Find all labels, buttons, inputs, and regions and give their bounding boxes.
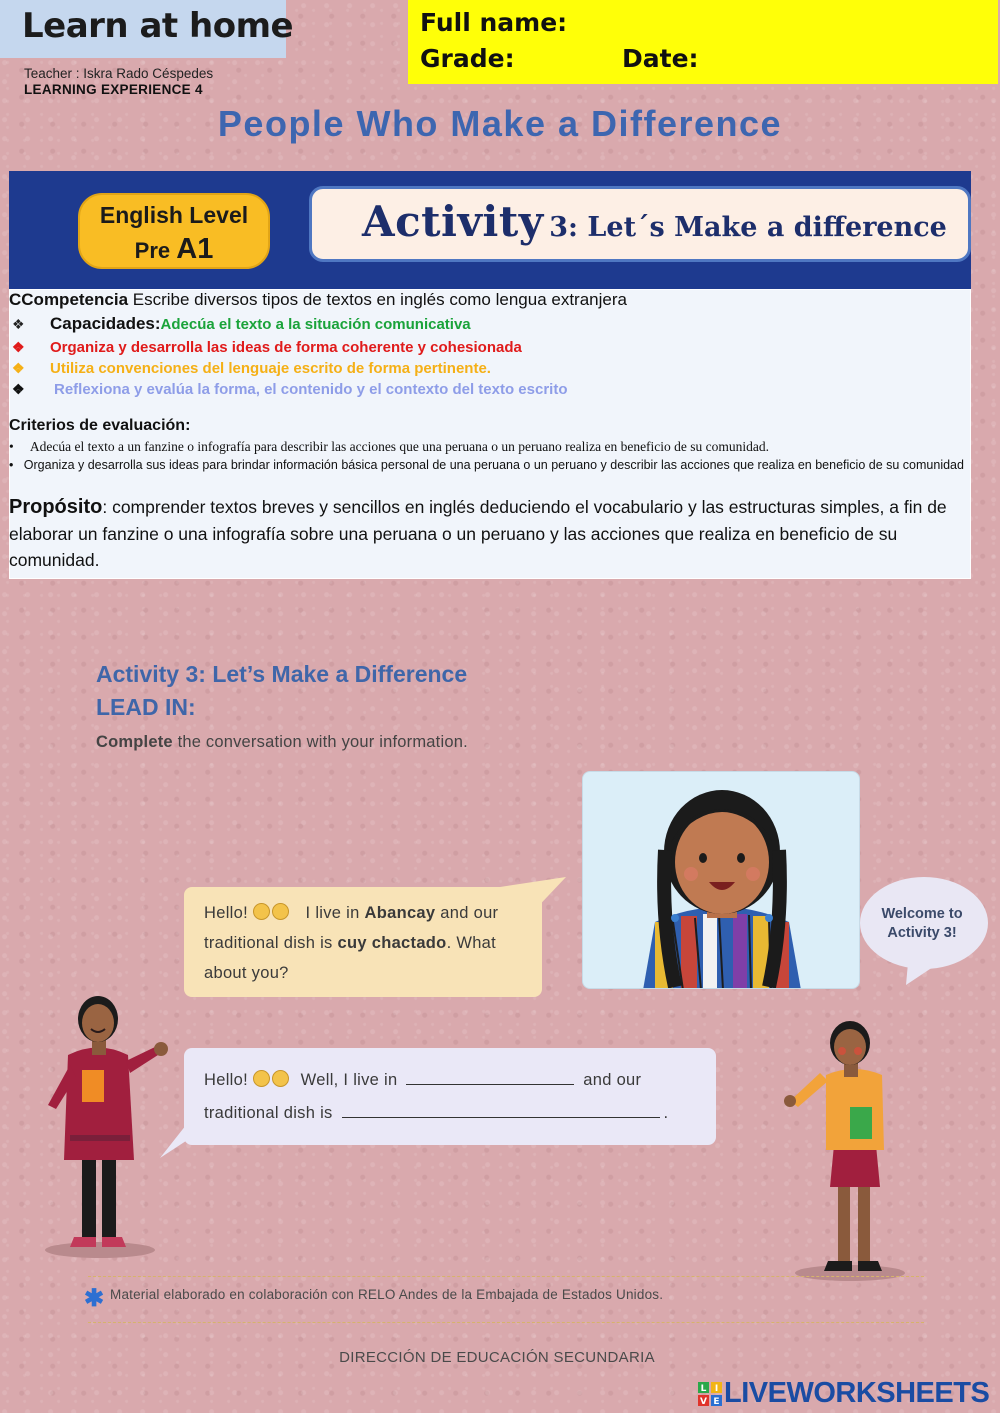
girl-illustration bbox=[583, 772, 860, 989]
lower-activity-heading bbox=[96, 658, 467, 724]
instruction-bold: Complete bbox=[96, 733, 173, 751]
capacidades-label: Capacidades: bbox=[50, 314, 161, 333]
grade-label: Grade: bbox=[420, 44, 515, 73]
proposito bbox=[9, 494, 967, 574]
boy-character-right bbox=[780, 1015, 910, 1285]
criterio-item: • Organiza y desarrolla sus ideas para brindar información básica personal de una peruana o un peruano y describir las acciones que realiza en beneficio de su comunidad bbox=[9, 458, 964, 472]
english-level-code bbox=[80, 233, 268, 266]
capacidad-3: Utiliza convenciones del lenguaje escrito de forma pertinente. bbox=[50, 360, 491, 377]
competencia-text: Escribe diversos tipos de textos en inglés como lengua extranjera bbox=[132, 290, 627, 309]
proposito-text: : comprender textos breves y sencillos en inglés deduciendo el vocabulario y las estructuras simples, a fin de elaborar un fanzine o una infografía sobre una peruana o un peruano y las acciones que realiza en beneficio de su comunidad. bbox=[9, 497, 947, 570]
bubble2-text-part: and our bbox=[583, 1071, 642, 1089]
criterios-heading: Criterios de evaluación: bbox=[9, 417, 191, 434]
grade-field[interactable] bbox=[513, 44, 608, 74]
capacidad-4: Reflexiona y evalúa la forma, el contenido y el contexto del texto escrito bbox=[54, 381, 568, 398]
diamond-bullet-icon: ❖ bbox=[12, 339, 25, 355]
bubble1-text-part: . What about you? bbox=[204, 934, 497, 982]
dish-answer-blank[interactable] bbox=[342, 1103, 660, 1118]
date-field[interactable] bbox=[698, 44, 983, 74]
criterio-item: • Adecúa el texto a un fanzine o infografía para describir las acciones que una peruana o un peruano realiza en beneficio de su comunidad. bbox=[9, 439, 770, 454]
bubble2-text-part: traditional dish is bbox=[204, 1104, 333, 1122]
instruction bbox=[96, 733, 468, 752]
activity-heading-box bbox=[309, 186, 971, 262]
logo-letter: E bbox=[713, 1397, 720, 1406]
footer-divider bbox=[88, 1322, 924, 1323]
asterisk-icon: ✱ bbox=[84, 1285, 105, 1312]
learning-experience: LEARNING EXPERIENCE 4 bbox=[24, 82, 203, 97]
activity-subtitle: 3: Let´s Make a difference bbox=[549, 212, 947, 243]
instruction-text: the conversation with your information. bbox=[177, 733, 468, 751]
teacher-name: Teacher : Iskra Rado Céspedes bbox=[24, 66, 214, 81]
capacidad-1: Adecúa el texto a la situación comunicativa bbox=[160, 316, 471, 333]
criterio-text: Organiza y desarrolla sus ideas para brindar información básica personal de una peruana o un peruano y describir las acciones que realiza en beneficio de su comunidad bbox=[23, 458, 964, 472]
hello-text: Hello! bbox=[204, 904, 248, 922]
city-answer-blank[interactable] bbox=[406, 1070, 574, 1085]
hello-text: Hello! bbox=[204, 1071, 248, 1089]
full-name-label: Full name: bbox=[420, 8, 568, 37]
activity-heading bbox=[362, 197, 947, 246]
speech-bubble-answer bbox=[184, 1048, 716, 1145]
bubble1-text-part: I live in bbox=[305, 904, 360, 922]
bubble2-text-part: Well, I live in bbox=[300, 1071, 398, 1089]
girl-character-left bbox=[30, 985, 180, 1260]
city-abancay: Abancay bbox=[364, 904, 436, 922]
welcome-text: Welcome to Activity 3! bbox=[881, 906, 963, 941]
bubble1-text-part: and our traditional dish is bbox=[204, 904, 499, 952]
answer-dialogue bbox=[204, 1064, 704, 1130]
footer-divider bbox=[88, 1276, 924, 1277]
girl-portrait-image bbox=[582, 771, 860, 989]
logo-letter: L bbox=[700, 1384, 707, 1394]
liveworksheets-logo-icon bbox=[698, 1382, 722, 1406]
dish-cuy-chactado: cuy chactado bbox=[337, 934, 447, 952]
smiley-icon bbox=[272, 903, 289, 920]
bubble2-text-part: . bbox=[663, 1104, 669, 1122]
diamond-bullet-icon: ❖ bbox=[12, 316, 25, 332]
criterio-text: Adecúa el texto a un fanzine o infografía para describir las acciones que una peruana o un peruano realiza en beneficio de su comunidad. bbox=[29, 439, 770, 454]
full-name-field[interactable] bbox=[558, 8, 983, 38]
capacidad-row bbox=[12, 360, 491, 377]
activity-title: Activity 3: Let’s Make a Difference bbox=[96, 661, 468, 687]
page-title: People Who Make a Difference bbox=[217, 103, 783, 144]
student-info-box bbox=[408, 0, 998, 84]
capacidad-row bbox=[12, 314, 471, 334]
capacidad-row bbox=[12, 339, 522, 356]
diamond-bullet-icon: ❖ bbox=[12, 381, 25, 397]
english-level-label: English Level bbox=[99, 202, 249, 228]
smiley-icon bbox=[253, 1070, 270, 1087]
diamond-bullet-icon: ❖ bbox=[12, 360, 25, 376]
activity-word: Activity bbox=[362, 197, 544, 246]
speech-bubble-example bbox=[184, 887, 542, 997]
competencia bbox=[9, 290, 627, 310]
capacidad-row bbox=[12, 381, 568, 398]
liveworksheets-brand[interactable]: LIVEWORKSHEETS bbox=[724, 1377, 990, 1409]
direccion-text: DIRECCIÓN DE EDUCACIÓN SECUNDARIA bbox=[339, 1349, 655, 1366]
level-pre: Pre bbox=[134, 238, 171, 263]
competencia-label: CCompetencia bbox=[9, 290, 129, 309]
smiley-icon bbox=[253, 903, 270, 920]
capacidad-2: Organiza y desarrolla las ideas de forma coherente y cohesionada bbox=[50, 339, 522, 356]
proposito-label: Propósito bbox=[9, 496, 103, 518]
level-a1: A1 bbox=[176, 233, 214, 265]
date-label: Date: bbox=[622, 44, 699, 73]
example-dialogue bbox=[204, 898, 522, 988]
logo-letter: V bbox=[700, 1397, 707, 1406]
logo-letter: I bbox=[714, 1384, 719, 1394]
learn-at-home-title: Learn at home bbox=[22, 6, 294, 46]
english-level-badge bbox=[78, 193, 270, 269]
smiley-icon bbox=[272, 1070, 289, 1087]
lead-in-label: LEAD IN: bbox=[96, 694, 196, 720]
footer-note: Material elaborado en colaboración con RELO Andes de la Embajada de Estados Unidos. bbox=[110, 1287, 664, 1302]
